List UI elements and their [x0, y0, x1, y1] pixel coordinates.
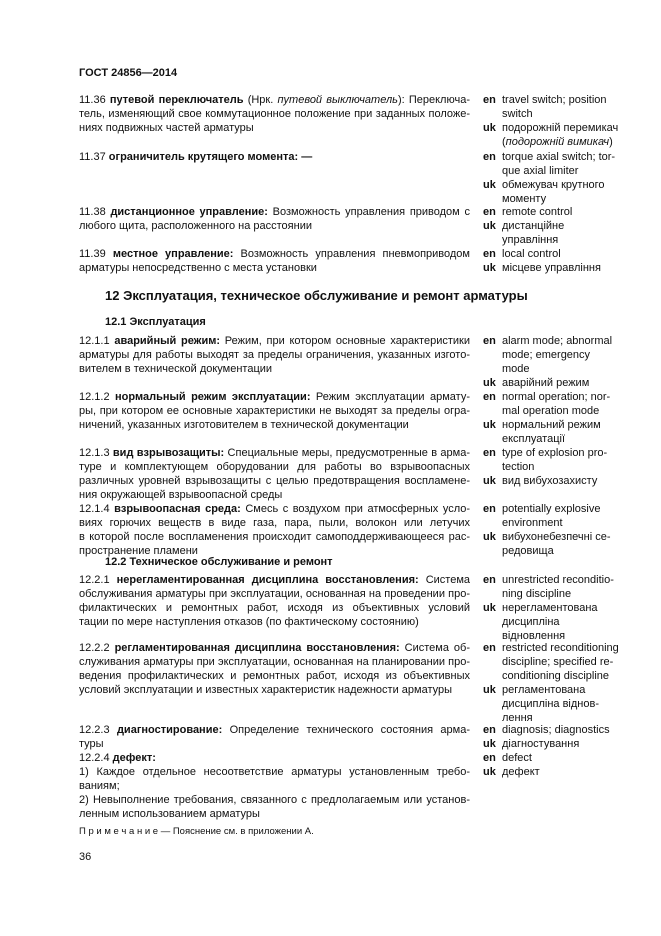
definition-line: любого щита, расположенного на расстоянии: [79, 220, 312, 232]
translation-line: аварійний режим: [502, 377, 590, 389]
translation-line: вид вибухозахисту: [502, 475, 598, 487]
definition-line: [79, 390, 470, 404]
translation-line: моменту: [502, 193, 547, 205]
translation-line: que axial limiter: [502, 165, 579, 177]
definition-line: арматуры для работы выходят за пределы ограничения, указанных изгото-: [79, 349, 470, 361]
term: диагностирование:: [116, 724, 223, 736]
term: местное управление:: [112, 248, 234, 260]
term: ограничитель крутящего момента: —: [108, 151, 313, 163]
translation-line: вибухонебезпечні се-: [502, 531, 611, 543]
language-code: en: [483, 752, 496, 764]
translation-line: diagnosis; diagnostics: [502, 724, 610, 736]
term: взрывоопасная среда:: [114, 503, 241, 515]
text-span: ): [609, 136, 613, 148]
term: аварийный режим:: [114, 335, 221, 347]
translation-line: local control: [502, 248, 561, 260]
translation-line: дисципліна: [502, 616, 560, 628]
translation-line: нерегламентована: [502, 602, 598, 614]
language-code: en: [483, 724, 496, 736]
term-number: 12.1.1: [79, 335, 115, 347]
definition-line: туре и комплектующем оборудовании для работы во взрывоопасных: [79, 461, 470, 473]
term: путевой переключатель: [109, 94, 244, 106]
language-code: uk: [483, 220, 496, 232]
language-code: uk: [483, 475, 496, 487]
term: нерегламентированная дисциплина восстановления:: [116, 574, 419, 586]
definition-line: арматуры непосредственно с места установки: [79, 262, 317, 274]
definition-line: [79, 205, 470, 219]
translation-line: conditioning discipline: [502, 670, 610, 682]
note: П р и м е ч а н и е — Пояснение см. в приложении А.: [79, 826, 314, 837]
definition-line: ниях подвижных частей арматуры: [79, 122, 254, 134]
language-code: en: [483, 391, 496, 403]
definition-line: тель, изменяющий свое коммутационное положение при заданных положе-: [79, 108, 470, 120]
text-span: путевой выключатель: [277, 94, 398, 106]
translation-line: регламентована: [502, 684, 586, 696]
language-code: uk: [483, 531, 496, 543]
term-number: 12.2.4: [79, 752, 113, 764]
definition-line: служивания арматуры при эксплуатации, основанная на планировании про-: [79, 656, 470, 668]
translation-line: обмежувач крутного: [502, 179, 605, 191]
definition-line: [79, 150, 470, 164]
language-code: uk: [483, 179, 496, 191]
page-number: 36: [79, 851, 92, 863]
language-code: en: [483, 574, 496, 586]
text-span: Специальные меры, предусмотренные в арма-: [224, 447, 470, 459]
definition-line: виях горючих веществ в виде газа, пара, пыли, волокон или летучих: [79, 517, 470, 529]
term: нормальный режим эксплуатации:: [115, 391, 311, 403]
translation-line: torque axial switch; tor-: [502, 151, 616, 163]
translation-line: експлуатації: [502, 433, 566, 445]
definition-line: 2) Невыполнение требования, связанного с предлолагаемым или установ-: [79, 794, 470, 806]
term: дистанционное управление:: [110, 206, 268, 218]
translation-line: подорожній перемикач: [502, 122, 619, 134]
language-code: uk: [483, 122, 496, 134]
definition-line: [79, 247, 470, 261]
text-span: ): Переключа-: [397, 94, 470, 106]
term: дефект:: [112, 752, 156, 764]
text-span: Возможность управления приводом с: [267, 206, 470, 218]
definition-line: ваниям;: [79, 780, 120, 792]
definition-line: [79, 334, 470, 348]
translation-line: normal operation; nor-: [502, 391, 611, 403]
term-number: 12.1.4: [79, 503, 115, 515]
definition-line: пространение пламени: [79, 545, 198, 557]
translation-line: ning discipline: [502, 588, 572, 600]
translation-line: [502, 135, 613, 149]
translation-line: discipline; specified re-: [502, 656, 614, 668]
definition-line: в которой после воспламенения происходит самоподдерживающееся рас-: [79, 531, 470, 543]
definition-line: филактических и ремонтных работ, исходя из объективных условий: [79, 602, 470, 614]
definition-line: [79, 502, 470, 516]
text-span: Возможность управления пневмоприводом: [233, 248, 470, 260]
translation-line: defect: [502, 752, 532, 764]
definition-line: ничений, указанных изготовителем в технической документации: [79, 419, 409, 431]
definition-line: условий эксплуатации и известных характеристик надежности арматуры: [79, 684, 453, 696]
language-code: uk: [483, 602, 496, 614]
term-number: 12.1.3: [79, 447, 113, 459]
definition-line: ры, при котором ее основные характеристики не выходят за пределы огра-: [79, 405, 470, 417]
language-code: uk: [483, 738, 496, 750]
translation-line: environment: [502, 517, 563, 529]
translation-line: місцеве управління: [502, 262, 601, 274]
translation-line: управління: [502, 234, 559, 246]
definition-line: обслуживания арматуры при эксплуатации, основанная на проведении про-: [79, 588, 470, 600]
language-code: uk: [483, 262, 496, 274]
subsection-title: 12.1 Эксплуатация: [105, 316, 206, 328]
definition-line: ленным использованием арматуры: [79, 808, 260, 820]
language-code: en: [483, 206, 496, 218]
language-code: en: [483, 94, 496, 106]
text-span: Определение технического состояния арма-: [222, 724, 470, 736]
language-code: en: [483, 335, 496, 347]
subsection-title: 12.2 Техническое обслуживание и ремонт: [105, 556, 333, 568]
text-span: подорожній вимикач: [505, 136, 610, 148]
definition-line: туры: [79, 738, 104, 750]
translation-line: відновлення: [502, 630, 566, 642]
definition-line: 1) Каждое отдельное несоответствие арматуры установленным требо-: [79, 766, 470, 778]
translation-line: remote control: [502, 206, 573, 218]
term: вид взрывозащиты:: [112, 447, 225, 459]
term-number: 11.39: [79, 248, 113, 260]
text-span: Смесь с воздухом при атмосферных усло-: [240, 503, 470, 515]
definition-line: [79, 723, 470, 737]
term-number: 11.38: [79, 206, 111, 218]
translation-line: редовища: [502, 545, 554, 557]
term-number: 12.2.1: [79, 574, 117, 586]
term-number: 12.2.3: [79, 724, 117, 736]
translation-line: mal operation mode: [502, 405, 600, 417]
definition-line: [79, 573, 470, 587]
definition-line: [79, 751, 470, 765]
term: регламентированная дисциплина восстановления:: [114, 642, 400, 654]
definition-line: [79, 446, 470, 460]
definition-line: тации по мере наступления отказов (по фактическому состоянию): [79, 616, 419, 628]
language-code: uk: [483, 766, 496, 778]
term-number: 11.36: [79, 94, 110, 106]
translation-line: лення: [502, 712, 533, 724]
language-code: en: [483, 503, 496, 515]
definition-line: [79, 93, 470, 107]
definition-line: различных уровней взрывозащиты с целью предотвращения воспламене-: [79, 475, 470, 487]
translation-line: type of explosion pro-: [502, 447, 608, 459]
text-span: Система об-: [399, 642, 470, 654]
language-code: en: [483, 248, 496, 260]
translation-line: potentially explosive: [502, 503, 601, 515]
translation-line: restricted reconditioning: [502, 642, 619, 654]
translation-line: mode: [502, 363, 530, 375]
definition-line: вителем в технической документации: [79, 363, 273, 375]
text-span: (: [502, 136, 506, 148]
translation-line: unrestricted reconditio-: [502, 574, 614, 586]
term-number: 11.37: [79, 151, 109, 163]
translation-line: нормальний режим: [502, 419, 601, 431]
language-code: en: [483, 151, 496, 163]
term-number: 12.1.2: [79, 391, 116, 403]
translation-line: діагностування: [502, 738, 580, 750]
term-number: 12.2.2: [79, 642, 115, 654]
translation-line: mode; emergency: [502, 349, 591, 361]
text-span: Режим эксплуатации армату-: [310, 391, 470, 403]
language-code: en: [483, 642, 496, 654]
translation-line: travel switch; position: [502, 94, 607, 106]
text-span: (Нрк.: [243, 94, 278, 106]
section-title: 12 Эксплуатация, техническое обслуживание и ремонт арматуры: [105, 288, 528, 303]
language-code: uk: [483, 684, 496, 696]
language-code: uk: [483, 419, 496, 431]
definition-line: ния окружающей взрывоопасной среды: [79, 489, 283, 501]
translation-line: switch: [502, 108, 533, 120]
translation-line: дисципліна віднов-: [502, 698, 599, 710]
definition-line: ведения профилактических и ремонтных работ, исходя из объективных: [79, 670, 470, 682]
language-code: en: [483, 447, 496, 459]
translation-line: tection: [502, 461, 535, 473]
language-code: uk: [483, 377, 496, 389]
text-span: Система: [418, 574, 470, 586]
translation-line: alarm mode; abnormal: [502, 335, 613, 347]
definition-line: [79, 641, 470, 655]
text-span: Режим, при котором основные характеристики: [220, 335, 470, 347]
document-header: ГОСТ 24856—2014: [79, 67, 178, 79]
translation-line: дефект: [502, 766, 540, 778]
translation-line: дистанційне: [502, 220, 565, 232]
